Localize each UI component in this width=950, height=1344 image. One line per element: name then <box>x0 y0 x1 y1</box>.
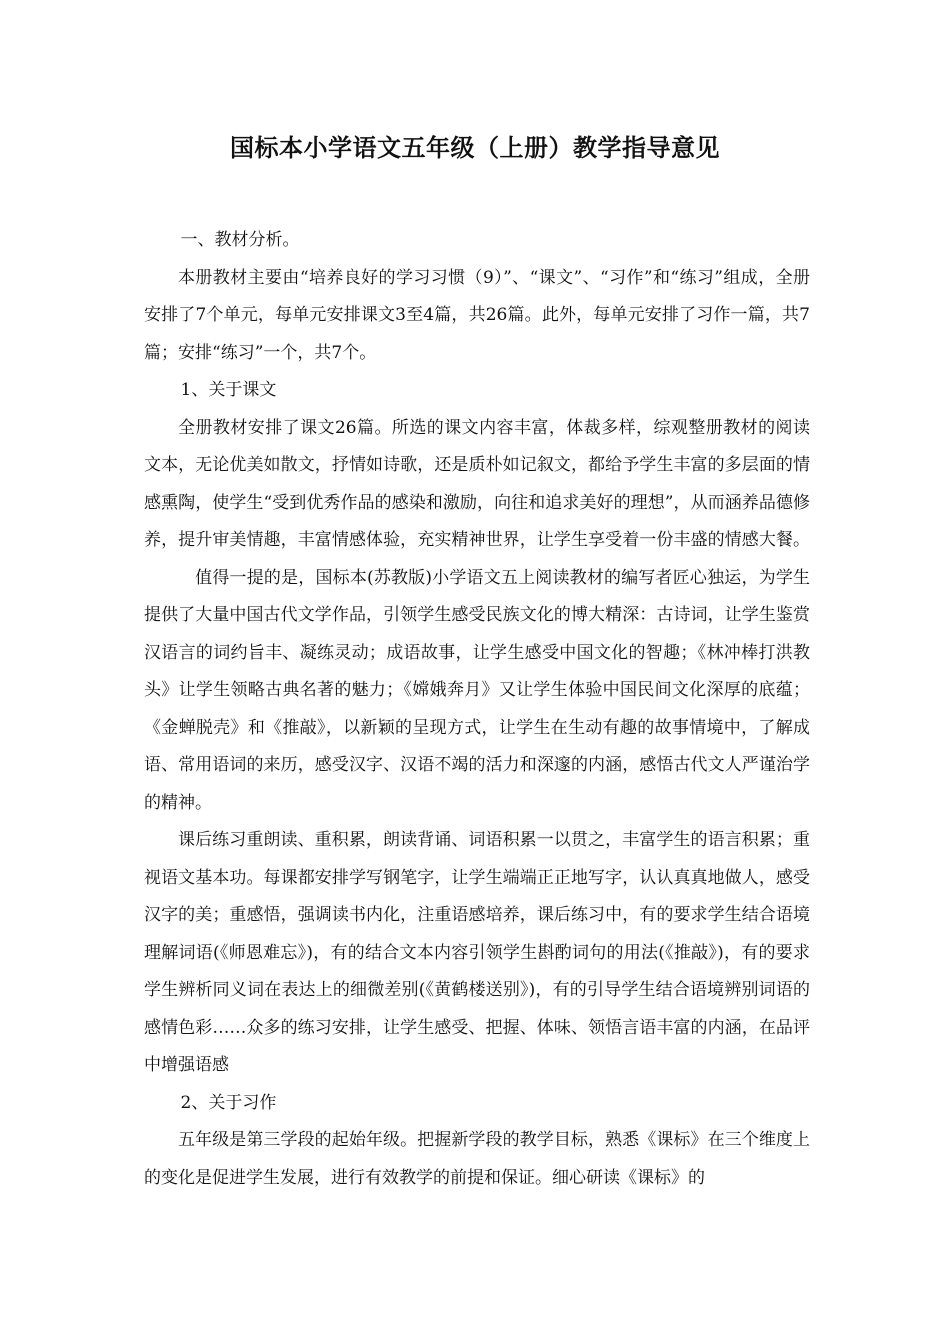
section-heading-textbook-analysis: 一、教材分析。 <box>180 230 300 250</box>
paragraph-exercises: 课后练习重朗读、重积累，朗读背诵、词语积累一以贯之，丰富学生的语言积累；重视语文基本功。每课都安排学写钢笔字，让学生端端正正地写字，认认真真地做人，感受汉字的美；重感悟，强调读书内化，注重语感培养，课后练习中，有的要求学生结合语境理解词语(《师恩难忘》)，有的结合文本内容引领学生斟酌词句的用法(《推敲》)，有的要求学生辨析同义词在表达上的细微差别(《黄鹤楼送别》)，有的引导学生结合语境辨别词语的感情色彩……众多的练习安排，让学生感受、把握、体味、领悟言语丰富的内涵，在品评中增强语感 <box>144 830 810 1075</box>
paragraph-about-texts-part-1: 全册教材安排了课文26篇。所选的课文内容丰富，体裁多样，综观整册教材的阅读文本，无论优美如散文，抒情如诗歌，还是质朴如记叙文，都给予学生丰富的多层面的情感熏陶，使学生“受到优秀作品的感染和激励，向往和追求美好的理想”，从而涵养品德修养，提升审美情趣，丰富情感体验，充实精神世界，让学生享受着一份丰盛的情感大餐。 <box>144 417 810 550</box>
paragraph-about-texts <box>144 410 810 823</box>
paragraph-about-writing: 五年级是第三学段的起始年级。把握新学段的教学目标，熟悉《课标》在三个维度上的变化是促进学生发展，进行有效教学的前提和保证。细心研读《课标》的 <box>144 1130 810 1188</box>
section-heading-about-texts: 1、关于课文 <box>180 380 277 400</box>
paragraph-textbook-overview: 本册教材主要由“培养良好的学习习惯（9）”、“课文”、“习作”和“练习”组成，全册安排了7个单元，每单元安排课文3至4篇，共26篇。此外，每单元安排了习作一篇，共7篇；安排“练习”一个，共7个。 <box>144 267 810 363</box>
paragraph-about-texts-part-2: 值得一提的是，国标本(苏教版)小学语文五上阅读教材的编写者匠心独运，为学生提供了大量中国古代文学作品，引领学生感受民族文化的博大精深：古诗词，让学生鉴赏汉语言的词约旨丰、凝练灵动；成语故事，让学生感受中国文化的智趣；《林冲棒打洪教头》让学生领略古典名著的魅力；《嫦娥奔月》又让学生体验中国民间文化深厚的底蕴；《金蝉脱壳》和《推敲》，以新颖的呈现方式，让学生在生动有趣的故事情境中，了解成语、常用语词的来历，感受汉字、汉语不竭的活力和深邃的内涵，感悟古代文人严谨治学的精神。 <box>144 567 810 813</box>
document-body <box>144 222 810 1197</box>
document-title: 国标本小学语文五年级（上册）教学指导意见 <box>230 134 720 162</box>
section-heading-about-writing: 2、关于习作 <box>180 1092 277 1113</box>
